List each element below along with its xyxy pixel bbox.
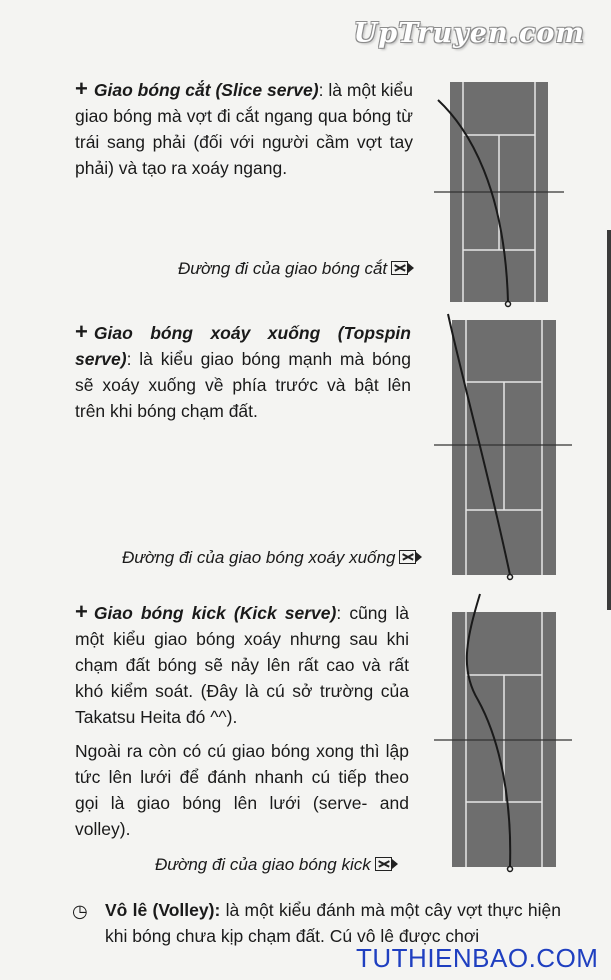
volley-term: Vô lê (Volley): <box>105 900 221 920</box>
plus-icon: + <box>75 319 88 344</box>
caption-topspin-text: Đường đi của giao bóng xoáy xuống <box>122 548 396 567</box>
volley-body: là một kiểu đánh mà một cây vợt thực hiện khi bóng chưa kịp chạm đất. Cú vô lê được chơi <box>105 900 561 946</box>
plus-icon: + <box>75 599 88 624</box>
section-slice-term: Giao bóng cắt (Slice serve) <box>93 80 319 100</box>
arrow-box-icon <box>391 261 408 275</box>
court-diagram-topspin <box>430 310 575 582</box>
court-diagram-slice <box>430 80 565 310</box>
arrow-box-icon <box>375 857 392 871</box>
section-kick-term: Giao bóng kick (Kick serve) <box>93 603 337 623</box>
caption-slice-text: Đường đi của giao bóng cắt <box>178 259 388 278</box>
watermark-bottom: TUTHIENBAO.COM <box>356 943 599 973</box>
watermark-top: UpTruyen.com <box>353 18 585 49</box>
section-topspin-body: : là kiểu giao bóng mạnh mà bóng sẽ xoáy xuống về phía trước và bật lên trên khi bóng chạm đất. <box>75 349 411 421</box>
section-topspin-text <box>75 319 411 424</box>
clock-bullet-icon: ◷ <box>72 901 88 921</box>
plus-icon: + <box>75 76 88 101</box>
caption-slice <box>178 259 408 279</box>
section-kick-extra: Ngoài ra còn có cú giao bóng xong thì lập tức lên lưới để đánh nhanh cú tiếp theo gọi là giao bóng lên lưới (serve- and volley). <box>75 741 409 839</box>
section-slice-body: : là một kiểu giao bóng mà vợt đi cắt ngang qua bóng từ trái sang phải (đối với người cầm vợt tay phải) và tạo ra xoáy ngang. <box>75 80 413 178</box>
arrow-box-icon <box>399 550 416 564</box>
section-slice-text <box>75 76 413 181</box>
ball-icon <box>508 867 513 872</box>
caption-topspin <box>122 548 416 568</box>
caption-kick <box>155 855 392 875</box>
page-edge-shadow <box>607 230 611 610</box>
ball-icon <box>506 302 511 307</box>
volley-text <box>105 897 561 949</box>
section-topspin-term: Giao bóng xoáy xuống (Topspin serve) <box>75 323 411 369</box>
ball-icon <box>508 575 513 580</box>
section-kick-body: : cũng là một kiểu giao bóng xoáy nhưng sau khi chạm đất bóng sẽ nảy lên rất cao và rất khó kiểm soát. (Đây là cú sở trường của Takatsu Heita đó ^^). <box>75 603 409 727</box>
section-kick-text <box>75 599 409 730</box>
caption-kick-text: Đường đi của giao bóng kick <box>155 855 371 874</box>
court-diagram-kick <box>430 590 575 875</box>
